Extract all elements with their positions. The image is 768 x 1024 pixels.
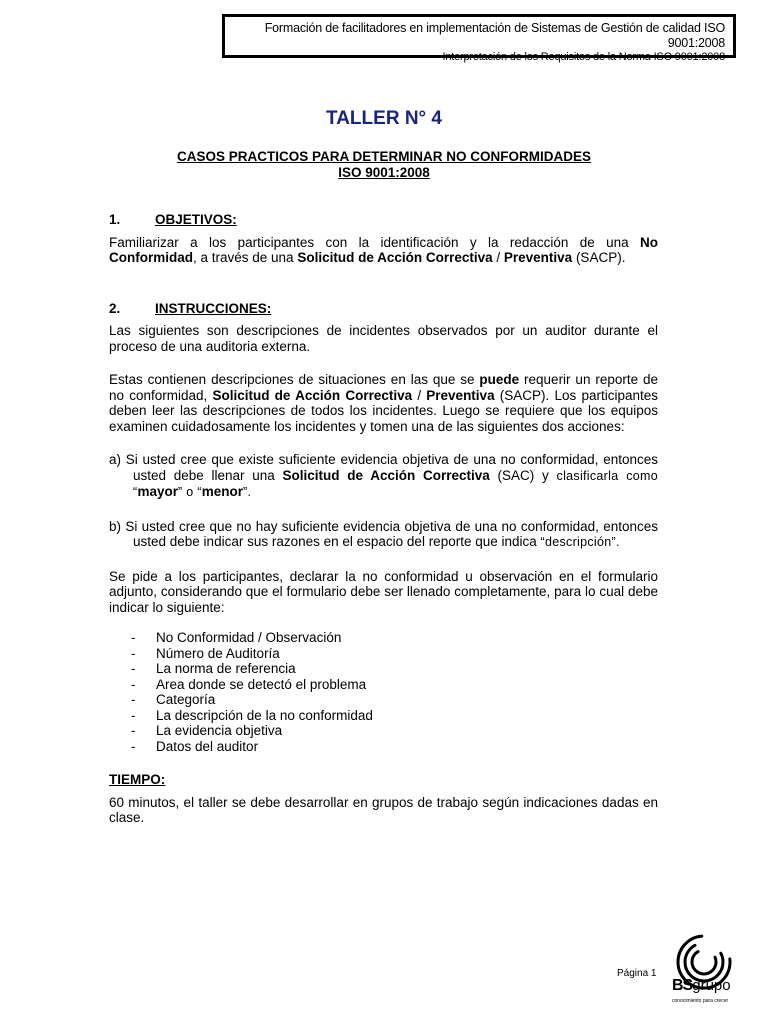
list-item-text: Datos del auditor [156, 738, 259, 754]
list-item [131, 630, 658, 646]
section-number: 2. [109, 300, 121, 316]
logo-grupo: grupo [692, 977, 731, 994]
bold-run: puede [479, 372, 520, 387]
list-item [131, 646, 658, 662]
section-label: INSTRUCCIONES: [155, 300, 272, 316]
text-run: b) Si usted cree que no hay suficiente evidencia objetiva de una no conformidad, entonces usted debe indicar sus razones en el espacio del reporte que indica [109, 518, 658, 549]
text-run: ”. [243, 485, 252, 499]
list-dash: - [131, 723, 136, 738]
list-item [131, 723, 658, 739]
bold-run: mayor [137, 484, 178, 499]
section-tiempo-heading: TIEMPO: [109, 772, 166, 787]
instrucciones-paragraph-3: Se pide a los participantes, declarar la no conformidad u observación en el formulario adjunto, considerando que el formulario debe ser llenado completamente, para lo cual debe indicar lo siguiente: [109, 568, 658, 615]
list-item-text: Número de Auditoría [156, 645, 280, 661]
section-number: 1. [109, 212, 121, 227]
list-dash: - [131, 676, 136, 692]
list-item [131, 661, 658, 677]
list-item-text: La norma de referencia [156, 661, 296, 676]
bold-run: Preventiva [426, 387, 495, 403]
list-dash: - [131, 645, 136, 661]
text-run: ” o “ [178, 485, 202, 499]
list-item-text: No Conformidad / Observación [156, 630, 342, 645]
section-instrucciones-heading [109, 301, 658, 317]
bold-run: Preventiva [503, 250, 573, 265]
text-run: / [412, 387, 427, 403]
list-item-text: Categoría [156, 692, 216, 707]
text-run: , a través de una [193, 250, 298, 265]
list-item [131, 708, 658, 724]
bold-run: No Conformidad [109, 234, 658, 265]
section-objetivos-heading [109, 212, 658, 228]
list-item-text: La evidencia objetiva [156, 723, 283, 738]
document-body [109, 212, 658, 826]
text-run: requerir un reporte de no conformidad, [109, 372, 658, 403]
list-item-text: La descripción de la no conformidad [156, 707, 373, 723]
text-run: (SACP). Los participantes deben leer las descripciones de todos los incidentes. Luego se requiere que los equipos examinen cuidadosamente los incidentes y tomen una de las siguientes dos acciones: [109, 387, 658, 434]
document-header [222, 14, 736, 63]
bs-grupo-logo-icon [668, 932, 744, 1008]
objetivos-paragraph [109, 235, 658, 266]
header-course-title: Formación de facilitadores en implementación de Sistemas de Gestión de calidad ISO 9001:2008 [264, 21, 725, 50]
bold-run: menor [201, 484, 243, 499]
list-dash: - [131, 692, 136, 707]
list-dash: - [131, 630, 136, 645]
page-number: Página 1 [617, 968, 657, 979]
list-item [131, 677, 658, 693]
page-subtitle [0, 149, 768, 181]
logo-wordmark [672, 977, 731, 995]
text-run: “descripción”. [540, 535, 620, 549]
text-run: (SAC) y [489, 467, 557, 483]
option-b [109, 519, 658, 551]
text-run: Familiarizar a los participantes con la identificación y la redacción de una [109, 234, 640, 250]
required-fields-list [109, 630, 658, 754]
logo-bs: BS [672, 977, 693, 994]
text-run: (SACP). [572, 250, 626, 265]
list-item [131, 739, 658, 755]
section-label: OBJETIVOS: [155, 212, 237, 227]
text-run: a) Si usted cree que existe suficiente evidencia objetiva de una no conformidad, entonces usted debe llenar una [109, 452, 658, 483]
text-run: clasificarla como “ [133, 468, 658, 499]
list-dash: - [131, 661, 136, 676]
list-dash: - [131, 738, 136, 754]
text-run: / [492, 250, 504, 265]
subtitle-line2: ISO 9001:2008 [338, 165, 430, 180]
bold-run: Solicitud de Acción Correctiva [212, 387, 413, 403]
bold-run: Solicitud de Acción Correctiva [297, 250, 493, 265]
instrucciones-paragraph-2 [109, 372, 658, 434]
option-a [109, 452, 658, 501]
header-course-subtitle: Interpretación de los Requisitos de la Norma ISO 9001:2008 [442, 51, 725, 63]
page-title: TALLER N° 4 [326, 108, 442, 129]
list-item [131, 692, 658, 708]
text-run: Estas contienen descripciones de situaciones en las que se [109, 372, 480, 387]
logo-tagline: conocimiento para crecer [672, 998, 729, 1004]
instrucciones-paragraph-1: Las siguientes son descripciones de incidentes observados por un auditor durante el proceso de una auditoria externa. [109, 323, 658, 354]
list-item-text: Area donde se detectó el problema [156, 676, 367, 692]
bold-run: Solicitud de Acción Correctiva [282, 467, 490, 483]
subtitle-line1: CASOS PRACTICOS PARA DETERMINAR NO CONFORMIDADES [176, 149, 591, 164]
list-dash: - [131, 707, 136, 723]
tiempo-paragraph: 60 minutos, el taller se debe desarrollar en grupos de trabajo según indicaciones dadas en clase. [109, 794, 658, 825]
